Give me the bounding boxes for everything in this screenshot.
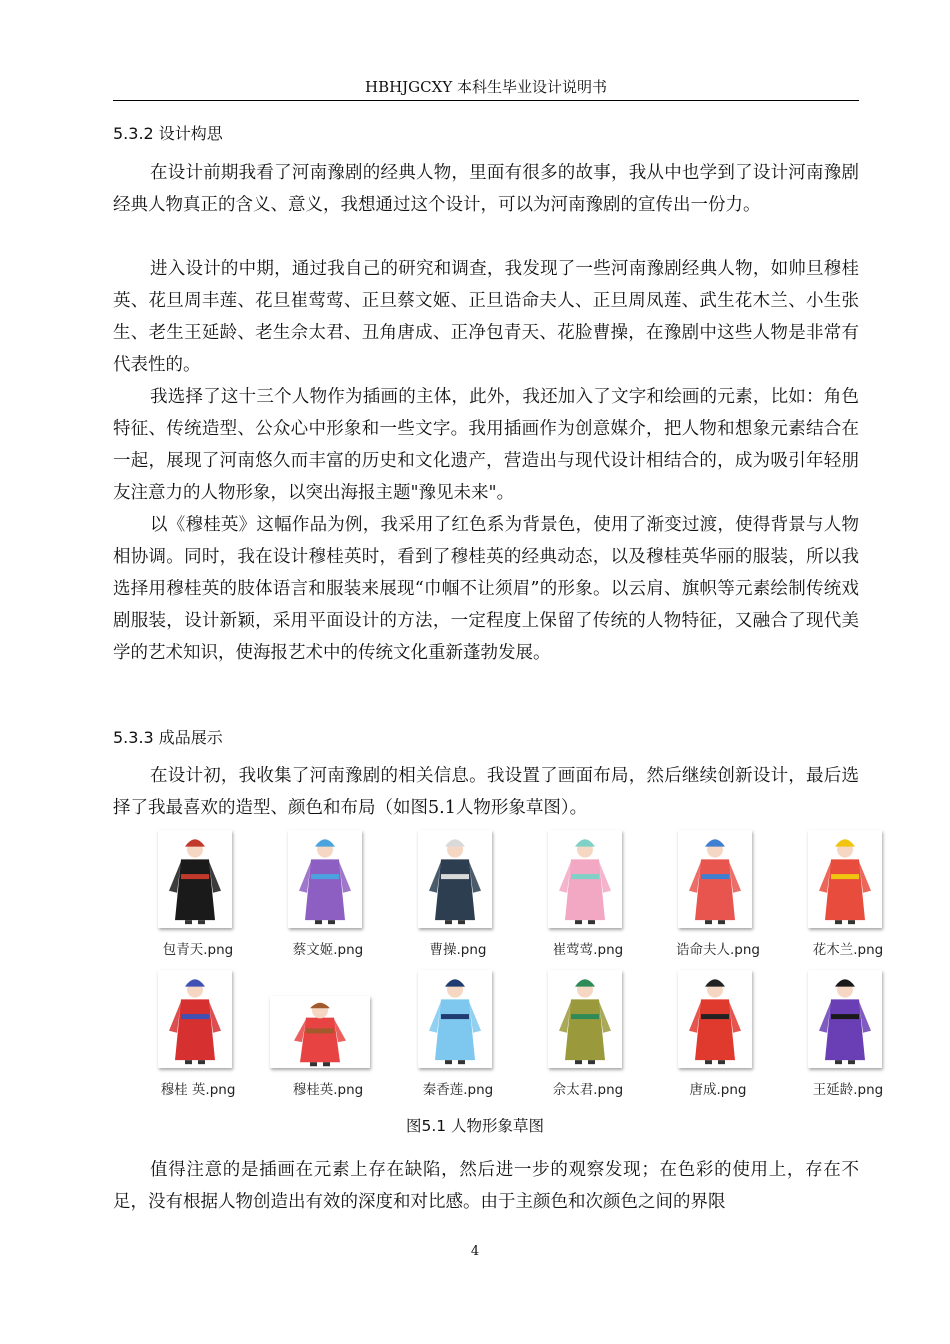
figure-image-item [400,966,520,1096]
figure-image-filename: 包青天.png [162,942,234,958]
figure-image-filename: 曹操.png [429,942,487,958]
figure-caption: 图5.1 人物形象草图 [405,1117,545,1135]
figure-image-filename: 穆桂 英.png [160,1082,236,1098]
figure-image-filename: 诰命夫人.png [676,942,760,958]
paragraph: 值得注意的是插画在元素上存在缺陷，然后进一步的观察发现；在色彩的使用上，存在不足，没有根据人物创造出有效的深度和对比感。由于主颜色和次颜色之间的界限 [113,1160,859,1212]
figure-image-filename: 崔莺莺.png [552,942,624,958]
paragraph: 进入设计的中期，通过我自己的研究和调查，我发现了一些河南豫剧经典人物，如帅旦穆桂英、花旦周丰莲、花旦崔莺莺、正旦蔡文姬、正旦诰命夫人、正旦周凤莲、武生花木兰、小生张生、老生王延龄、老生佘太君、丑角唐成、正净包青天、花脸曹操，在豫剧中这些人物是非常有代表性的。 [113,259,859,375]
figure-image-item [790,966,910,1096]
figure-image-item [270,966,390,1096]
figure-image-item [140,826,260,956]
figure-image-filename: 唐成.png [689,1082,747,1098]
character-gaoming-furen-icon [678,830,752,928]
figure-image-filename: 秦香莲.png [422,1082,494,1098]
figure-image-filename: 王延龄.png [812,1082,884,1098]
character-tang-cheng-icon [678,970,752,1068]
paragraph: 在设计前期我看了河南豫剧的经典人物，里面有很多的故事，我从中也学到了设计河南豫剧经典人物真正的含义、意义，我想通过这个设计，可以为河南豫剧的宣传出一份力。 [113,163,859,215]
figure-image-filename: 花木兰.png [812,942,884,958]
character-cui-yingying-icon [548,830,622,928]
character-hua-mulan-icon [808,830,882,928]
figure-image-item [270,826,390,956]
paragraph: 我选择了这十三个人物作为插画的主体，此外，我还加入了文字和绘画的元素，比如：角色特征、传统造型、公众心中形象和一些文字。我用插画作为创意媒介，把人物和想象元素结合在一起，展现了河南悠久而丰富的历史和文化遗产，营造出与现代设计相结合的，成为吸引年轻朋友注意力的人物形象，以突出海报主题"豫见未来"。 [113,387,859,503]
page-number: 4 [470,1244,480,1259]
character-mu-guiying-pose-icon [270,996,370,1068]
paragraph: 以《穆桂英》这幅作品为例，我采用了红色系为背景色，使用了渐变过渡，使得背景与人物相协调。同时，我在设计穆桂英时，看到了穆桂英的经典动态，以及穆桂英华丽的服装，所以我选择用穆桂英的肢体语言和服装来展现“巾帼不让须眉”的形象。以云肩、旗帜等元素绘制传统戏剧服装，设计新颖，采用平面设计的方法，一定程度上保留了传统的人物特征，又融合了现代美学的艺术知识，使海报艺术中的传统文化重新蓬勃发展。 [113,515,859,663]
header-divider [113,100,859,101]
figure-image-item [660,826,780,956]
figure-image-item [530,966,650,1096]
character-cai-wenji-icon [288,830,362,928]
character-cao-cao-icon [418,830,492,928]
figure-image-item [400,826,520,956]
character-qin-xianglian-icon [418,970,492,1068]
character-bao-qingtian-icon [158,830,232,928]
section-heading-5-3-2: 5.3.2 设计构思 [113,124,223,143]
figure-image-filename: 穆桂英.png [292,1082,364,1098]
figure-image-filename: 佘太君.png [552,1082,624,1098]
figure-image-item [790,826,910,956]
page-header-title: HBHJGCXY 本科生毕业设计说明书 [364,78,607,96]
character-wang-yanling-icon [808,970,882,1068]
figure-image-item [530,826,650,956]
character-mu-guiying-icon [158,970,232,1068]
figure-image-filename: 蔡文姬.png [292,942,364,958]
character-she-taijun-icon [548,970,622,1068]
figure-image-item [660,966,780,1096]
figure-image-item [140,966,260,1096]
paragraph: 在设计初，我收集了河南豫剧的相关信息。我设置了画面布局，然后继续创新设计，最后选择了我最喜欢的造型、颜色和布局（如图5.1人物形象草图）。 [113,766,859,818]
section-heading-5-3-3: 5.3.3 成品展示 [113,728,223,747]
